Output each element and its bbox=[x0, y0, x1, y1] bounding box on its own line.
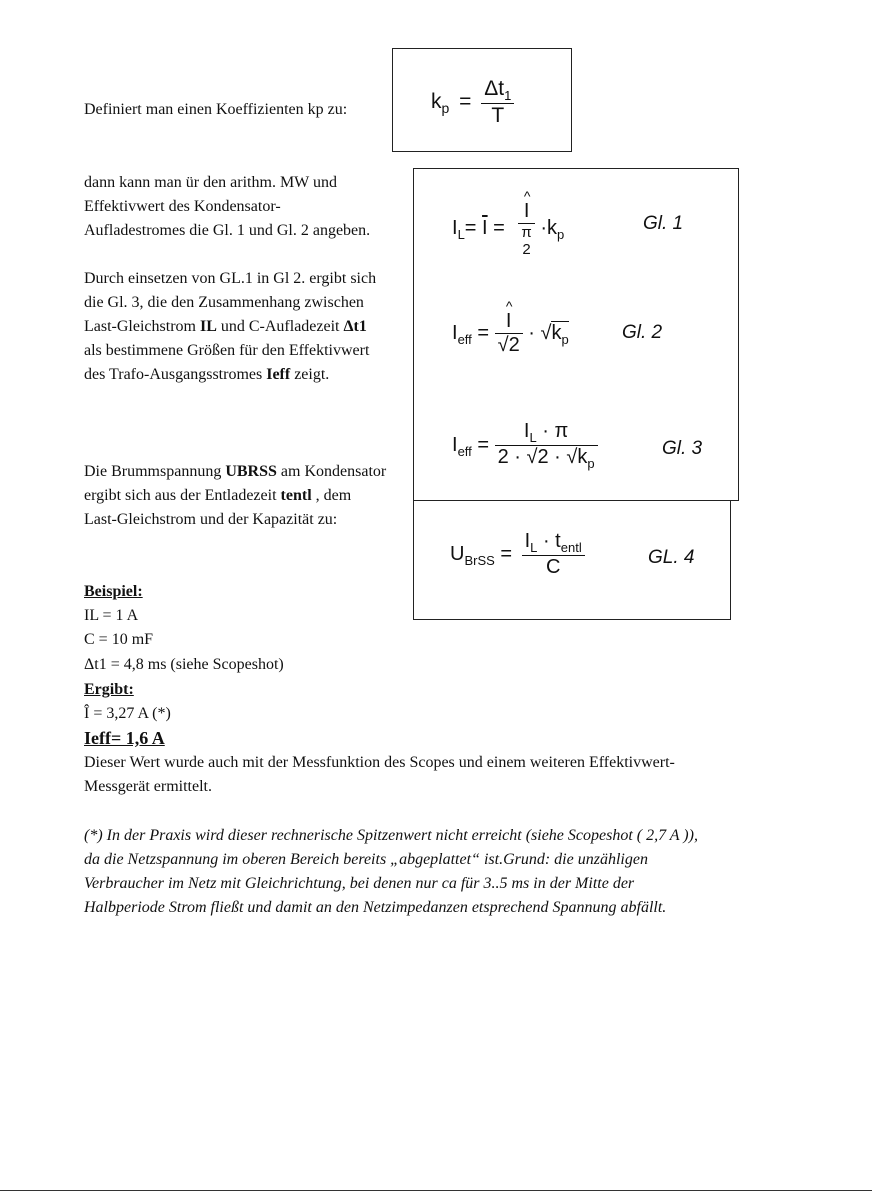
result-title: Ergibt: bbox=[84, 681, 134, 698]
para2-line-4: als bestimmene Größen für den Effektivwert bbox=[84, 342, 370, 359]
eq3-label: Gl. 3 bbox=[662, 438, 703, 459]
example-line-il: IL = 1 A bbox=[84, 607, 139, 624]
kp-denominator: T bbox=[491, 104, 505, 128]
eq2-numerator: ^ I bbox=[495, 310, 523, 334]
para2-line-3: Last-Gleichstrom IL und C-Aufladezeit Δt1 bbox=[84, 318, 367, 335]
para2-line-1: Durch einsetzen von GL.1 in Gl 2. ergibt sich bbox=[84, 270, 377, 287]
para4-line-2: Messgerät ermittelt. bbox=[84, 778, 212, 795]
para2-line-5: des Trafo-Ausgangsstromes Ieff zeigt. bbox=[84, 366, 330, 383]
equation-1: $I_L= \overline{I}$ = ^ I π 2 $\cdot k_p$ bbox=[452, 200, 564, 258]
para3-line-1: Die Brummspannung UBRSS am Kondensator bbox=[84, 463, 387, 480]
result-ieff: Ieff= 1,6 A bbox=[84, 728, 165, 748]
page-bottom-rule bbox=[0, 1190, 872, 1191]
para1-line-1: dann kann man ür den arithm. MW und bbox=[84, 174, 337, 191]
result-ipeak: Î = 3,27 A (*) bbox=[84, 705, 171, 722]
equation-2: $I_{eff}$ = ^ $\frac{I}{√2}$ · $√k_p$ bbox=[452, 310, 569, 357]
kp-numerator: $\Delta t_1$ bbox=[481, 77, 514, 104]
example-line-c: C = 10 mF bbox=[84, 631, 154, 648]
eq1-numerator: ^ I bbox=[518, 200, 534, 224]
eq1-label: Gl. 1 bbox=[643, 213, 684, 234]
eq3-numerator: $I_L \cdot \pi$ bbox=[495, 420, 598, 446]
example-line-dt: Δt1 = 4,8 ms (siehe Scopeshot) bbox=[84, 656, 284, 673]
para3-line-2: ergibt sich aus der Entladezeit tentl , dem bbox=[84, 487, 352, 504]
eq3-denominator: $2 \cdot √2 \cdot √k_p$ bbox=[497, 446, 595, 471]
eq1-denominator: π 2 bbox=[521, 224, 532, 258]
intro-text: Definiert man einen Koeffizienten kp zu: bbox=[84, 101, 348, 118]
eq2-label: Gl. 2 bbox=[622, 322, 663, 343]
note-line-2: da die Netzspannung im oberen Bereich bereits „abgeplattet“ ist.Grund: die unzähligen bbox=[84, 851, 648, 868]
para2-line-2: die Gl. 3, die den Zusammenhang zwischen bbox=[84, 294, 364, 311]
para1-line-3: Aufladestromes die Gl. 1 und Gl. 2 angeben. bbox=[84, 222, 371, 239]
kp-formula: $k_p$ = $\frac{\Delta t_1}{T}$ bbox=[431, 77, 514, 128]
kp-formula-box bbox=[392, 48, 572, 152]
eq4-denominator: C bbox=[545, 556, 561, 578]
eq4-numerator: $I_L \cdot t_{entl}$ bbox=[522, 530, 585, 556]
note-line-3: Verbraucher im Netz mit Gleichrichtung, bei denen nur ca für 3..5 ms in der Mitte der bbox=[84, 875, 635, 892]
equation-3: $I_{eff}$ = $\frac{I_L \cdot \pi}{2 \cdot √2 \cdot √k_p}$ bbox=[452, 420, 598, 471]
equation-4: $U_{BrSS}$ = $\frac{I_L \cdot t_{entl}}{C}$ bbox=[450, 530, 585, 579]
para1-line-2: Effektivwert des Kondensator- bbox=[84, 198, 281, 215]
example-title: Beispiel: bbox=[84, 583, 143, 600]
eq2-denominator: √2 bbox=[497, 334, 520, 356]
eq4-label: GL. 4 bbox=[648, 547, 695, 568]
para3-line-3: Last-Gleichstrom und der Kapazität zu: bbox=[84, 511, 338, 528]
note-line-1: (*) In der Praxis wird dieser rechnerische Spitzenwert nicht erreicht (siehe Scopeshot ( 2,7 A )), bbox=[84, 827, 698, 844]
note-line-4: Halbperiode Strom fließt und damit an den Netzimpedanzen etsprechend Spannung abfällt. bbox=[84, 899, 667, 916]
para4-line-1: Dieser Wert wurde auch mit der Messfunktion des Scopes und einem weiteren Effektivwert- bbox=[84, 754, 675, 771]
